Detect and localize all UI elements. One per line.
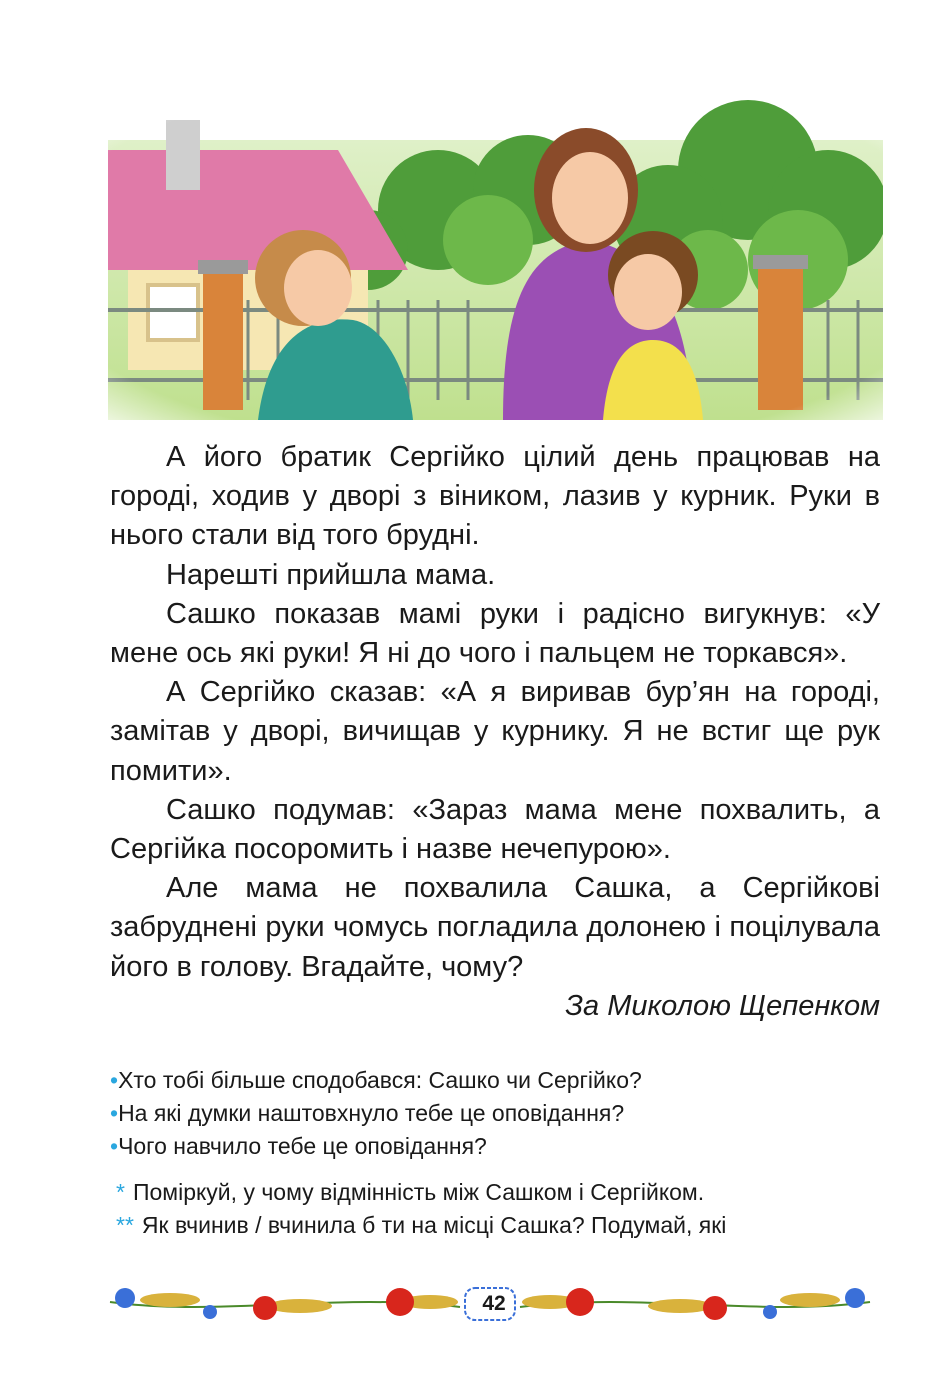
story-text xyxy=(110,438,880,1026)
story-author: За Миколою Щепенком xyxy=(565,989,880,1022)
story-paragraph: А Сергійко сказав: «А я виривав бур’ян на городі, замітав у дворі, вичищав у курнику. Я не встиг ще рук помити». xyxy=(110,676,880,787)
task-marker: ** xyxy=(116,1212,134,1238)
page-number: 42 xyxy=(482,1292,506,1315)
task-list xyxy=(116,1176,886,1242)
task-item xyxy=(116,1209,886,1242)
task-item xyxy=(116,1176,886,1209)
task-marker: * xyxy=(116,1179,125,1205)
task-text: Як вчинив / вчинила б ти на місці Сашка? Подумай, які xyxy=(141,1212,727,1238)
story-illustration xyxy=(108,100,883,420)
question-list xyxy=(110,1064,890,1163)
task-text: Поміркуй, у чому відмінність між Сашком і Сергійком. xyxy=(132,1179,705,1205)
story-paragraph: Сашко подумав: «Зараз мама мене похвалить, а Сергійка посоромить і назве нечепурою». xyxy=(110,793,880,866)
question-item: • Хто тобі більше сподобався: Сашко чи Сергійко? xyxy=(110,1064,890,1097)
story-paragraph: Сашко показав мамі руки і радісно вигукнув: «У мене ось які руки! Я ні до чого і пальцем не торкався». xyxy=(110,597,880,670)
story-paragraph: А його братик Сергійко цілий день працював на городі, ходив у дворі з віником, лазив у курник. Руки в нього стали від того брудні. xyxy=(110,441,880,552)
story-paragraph: Нарешті прийшла мама. xyxy=(166,558,496,591)
question-item: • Чого навчило тебе це оповідання? xyxy=(110,1130,890,1163)
question-item: • На які думки наштовхнуло тебе це оповідання? xyxy=(110,1097,890,1130)
story-paragraph: Але мама не похвалила Сашка, а Сергійкові забруднені руки чомусь погладила долонею і поцілувала його в голову. Вгадайте, чому? xyxy=(110,872,880,983)
